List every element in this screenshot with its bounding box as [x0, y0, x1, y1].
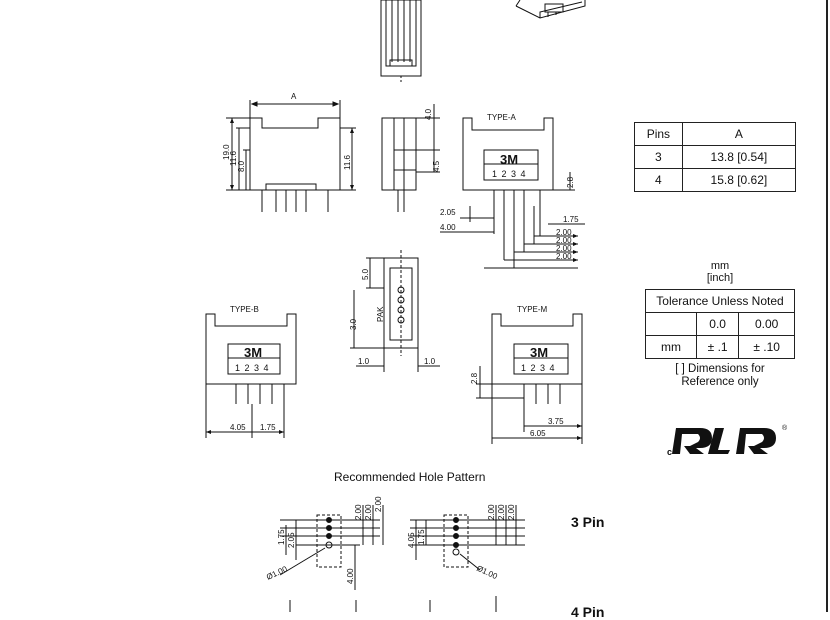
- dim-205-a: 2.05: [440, 208, 456, 217]
- top-view: [350, 250, 440, 372]
- tolerance-val1: ± .1: [697, 336, 739, 359]
- units-label: [700, 260, 740, 284]
- dim-50: 5.0: [361, 268, 370, 280]
- hole-dim-200-l1: 2.00: [354, 504, 363, 520]
- dim-200-a2: 2.00: [556, 236, 572, 245]
- type-b-view: [206, 314, 296, 438]
- pin-numbers-a: 1 2 3 4: [492, 169, 527, 179]
- type-m-view: [476, 314, 582, 444]
- hole-dim-200-l2: 2.00: [364, 504, 373, 520]
- dim-405-b: 4.05: [230, 423, 246, 432]
- dim-175-a: 1.75: [563, 215, 579, 224]
- reference-note: [665, 363, 775, 389]
- dim-30: 3.0: [349, 318, 358, 330]
- a-cell: 15.8 [0.62]: [682, 169, 795, 192]
- type-m-label: TYPE-M: [517, 305, 548, 314]
- dim-605-m: 6.05: [530, 429, 546, 438]
- hole-dim-200-l3: 2.00: [374, 496, 383, 512]
- dim-400-a: 4.00: [440, 223, 456, 232]
- pins-cell: 4: [635, 169, 683, 192]
- dim-19: 19.0: [222, 144, 231, 160]
- dim-a: A: [291, 92, 297, 101]
- ul-recognized-logo: [667, 424, 788, 457]
- dim-116: 11.6: [229, 151, 238, 166]
- dim-375-m: 3.75: [548, 417, 564, 426]
- tolerance-row-label: mm: [646, 336, 697, 359]
- dim-28-a: 2.8: [566, 176, 575, 188]
- tolerance-title: Tolerance Unless Noted: [646, 290, 795, 313]
- a-header: A: [682, 123, 795, 146]
- four-pin-label: 4 Pin: [571, 604, 605, 620]
- hole-dia-r: Ø1.00: [475, 563, 499, 582]
- isometric-view: [516, 0, 585, 18]
- pins-table: [634, 122, 796, 192]
- type-a-label: TYPE-A: [487, 113, 516, 122]
- type-b-label: TYPE-B: [230, 305, 259, 314]
- hole-dim-175-r: 1.75: [417, 529, 426, 545]
- hole-dim-405-r: 4.05: [407, 532, 416, 548]
- dim-28-m: 2.8: [470, 372, 479, 384]
- pak-label: PAK: [376, 306, 385, 322]
- tolerance-blank: [646, 313, 697, 336]
- dim-175-b: 1.75: [260, 423, 276, 432]
- front-view: [226, 100, 356, 212]
- pin-numbers-m: 1 2 3 4: [521, 363, 556, 373]
- hole-dim-200-r3: 2.00: [507, 504, 516, 520]
- a-cell: 13.8 [0.54]: [682, 146, 795, 169]
- hole-dim-200-r1: 2.00: [487, 504, 496, 520]
- three-pin-label: 3 Pin: [571, 514, 605, 530]
- reference-note-line2: Reference only: [681, 376, 759, 388]
- tolerance-col2: 0.00: [739, 313, 795, 336]
- tolerance-val2: ± .10: [739, 336, 795, 359]
- hole-dim-400-l: 4.00: [346, 568, 355, 584]
- dim-10-left: 1.0: [358, 357, 370, 366]
- units-inch: [inch]: [706, 272, 734, 284]
- hole-dim-205-l: 2.05: [287, 532, 296, 548]
- tolerance-col1: 0.0: [697, 313, 739, 336]
- hole-dim-200-r2: 2.00: [497, 504, 506, 520]
- dim-116-right: 11.6: [343, 155, 352, 170]
- dim-200-a4: 2.00: [556, 252, 572, 261]
- brand-3m-m: 3M: [530, 345, 549, 360]
- pin-numbers-b: 1 2 3 4: [235, 363, 270, 373]
- units-mm: mm: [710, 260, 730, 272]
- reference-note-line1: [ ] Dimensions for: [675, 363, 765, 375]
- dim-10-right: 1.0: [424, 357, 436, 366]
- hole-dim-175-l: 1.75: [277, 529, 286, 545]
- svg-text:®: ®: [782, 425, 788, 432]
- svg-text:c: c: [667, 447, 673, 457]
- tolerance-table: [645, 289, 795, 359]
- hole-dia-l: Ø1.00: [265, 564, 289, 582]
- sheet-border: [826, 0, 828, 612]
- pins-cell: 3: [635, 146, 683, 169]
- hole-pattern-title: Recommended Hole Pattern: [334, 470, 486, 484]
- dim-45: 4.5: [432, 160, 441, 172]
- top-connector-view: [381, 0, 421, 84]
- dim-200-a1: 2.00: [556, 228, 572, 237]
- dim-200-a3: 2.00: [556, 244, 572, 253]
- dim-40: 4.0: [424, 108, 433, 120]
- pins-header: Pins: [635, 123, 683, 146]
- dim-8: 8.0: [237, 160, 246, 172]
- hole-pattern-4pin: [290, 596, 496, 612]
- brand-3m-a: 3M: [500, 152, 519, 167]
- brand-3m-b: 3M: [244, 345, 263, 360]
